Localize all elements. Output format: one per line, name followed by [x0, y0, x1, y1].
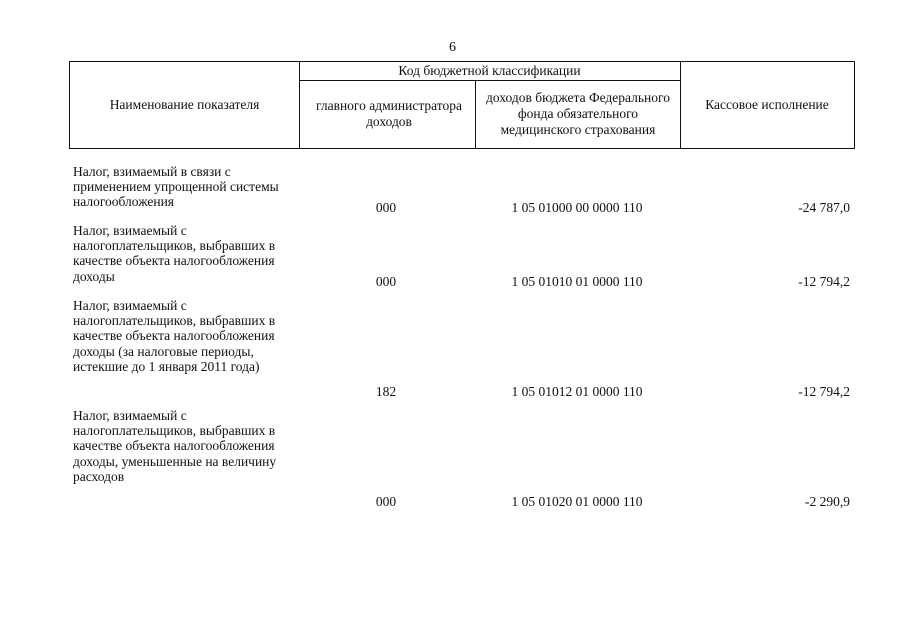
table-row	[69, 223, 855, 289]
header-name-column: Наименование показателя	[109, 97, 260, 112]
table-row	[69, 298, 855, 399]
row-budget-code: 1 05 01020 01 0000 110	[511, 494, 643, 509]
row-budget-code: 1 05 01012 01 0000 110	[511, 384, 643, 399]
header-amount-column: Кассовое исполнение	[705, 97, 829, 112]
page-number: 6	[449, 40, 456, 55]
row-admin-code: 182	[375, 384, 397, 399]
row-amount: -24 787,0	[798, 200, 850, 215]
row-amount: -12 794,2	[798, 274, 850, 289]
row-name: Налог, взимаемый с налогоплательщиков, выбравших в качестве объекта налогообложения доходы (за налоговые периоды, истекшие до 1 января 2011 года)	[73, 298, 276, 374]
header-admin-column: главного администратора доходов	[316, 98, 462, 129]
header-income-column: доходов бюджета Федерального фонда обязательного медицинского страхования	[486, 90, 670, 137]
header-classification-group: Код бюджетной классификации	[398, 63, 581, 78]
row-admin-code: 000	[375, 274, 397, 289]
table-header	[69, 61, 855, 149]
row-budget-code: 1 05 01000 00 0000 110	[511, 200, 643, 215]
row-name: Налог, взимаемый с налогоплательщиков, выбравших в качестве объекта налогообложения доходы	[73, 223, 276, 284]
header-divider	[475, 80, 476, 148]
row-amount: -2 290,9	[805, 494, 850, 509]
table-row	[69, 408, 855, 509]
row-name: Налог, взимаемый с налогоплательщиков, выбравших в качестве объекта налогообложения доходы, уменьшенные на величину расходов	[73, 408, 277, 484]
row-name: Налог, взимаемый в связи с применением упрощенной системы налогообложения	[73, 164, 279, 210]
row-amount: -12 794,2	[798, 384, 850, 399]
table-row	[69, 164, 855, 215]
row-admin-code: 000	[375, 494, 397, 509]
row-budget-code: 1 05 01010 01 0000 110	[511, 274, 643, 289]
row-admin-code: 000	[375, 200, 397, 215]
